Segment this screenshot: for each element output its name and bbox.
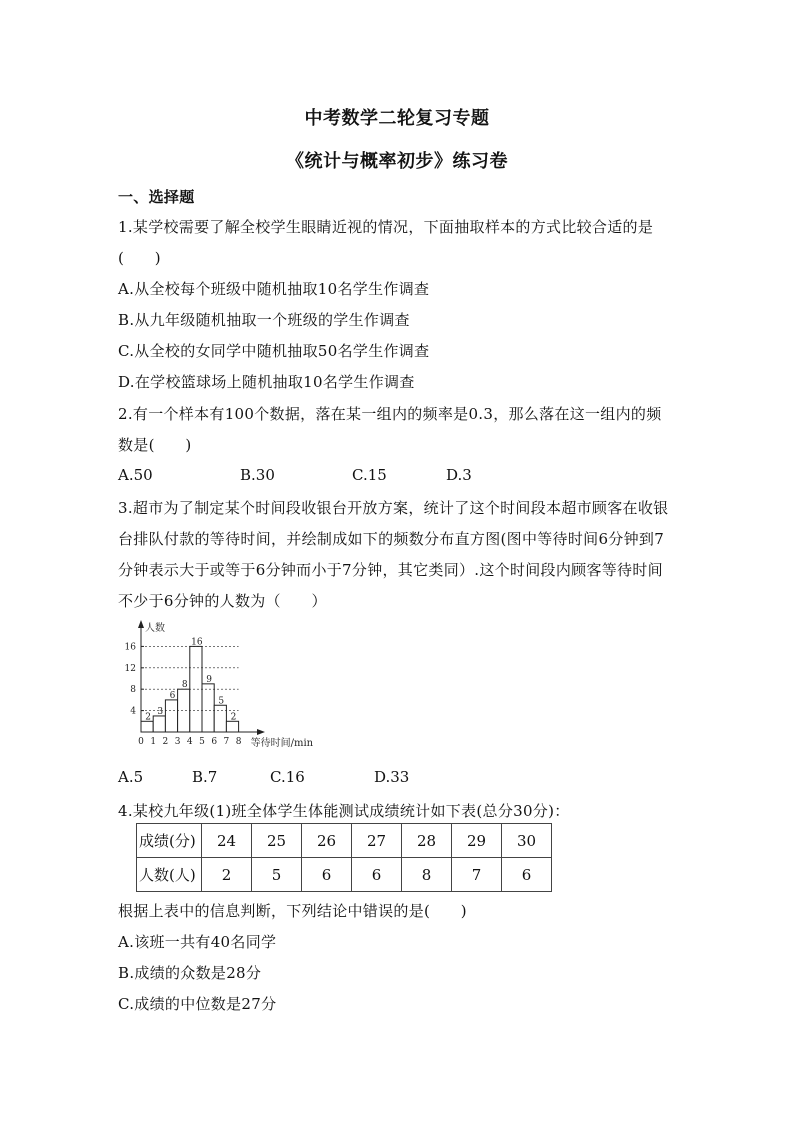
- y-tick-label: 12: [124, 663, 136, 674]
- question-4-text: 4.某校九年级(1)班全体学生体能测试成绩统计如下表(总分30分)：: [118, 802, 570, 820]
- table-header-count: 人数(人): [137, 858, 202, 892]
- question-2-bracket: 数是( ): [118, 436, 192, 454]
- table-cell: 8: [402, 858, 452, 892]
- question-2-option-a: A.50: [118, 466, 153, 484]
- question-1-option-a: A.从全校每个班级中随机抽取10名学生作调查: [118, 280, 430, 298]
- histogram-bar: [178, 689, 190, 732]
- x-tick-label: 6: [211, 737, 218, 747]
- bar-data-label: 8: [181, 680, 188, 691]
- x-tick-label: 5: [199, 737, 205, 747]
- question-2-option-c: C.15: [352, 466, 387, 484]
- histogram-bar: [153, 716, 165, 732]
- histogram-bar: [190, 646, 202, 732]
- y-axis-arrow: [138, 620, 144, 628]
- table-cell: 27: [352, 824, 402, 858]
- question-4-prompt: 根据上表中的信息判断，下列结论中错误的是( ): [118, 902, 467, 920]
- table-cell: 28: [402, 824, 452, 858]
- bar-data-label: 5: [218, 696, 225, 707]
- histogram-bar: [141, 721, 153, 732]
- table-cell: 30: [502, 824, 552, 858]
- y-tick-label: 16: [124, 642, 136, 653]
- x-tick-label: 1: [150, 737, 157, 747]
- question-3-text-4: 不少于6分钟的人数为（ ）: [118, 592, 327, 610]
- question-3-option-a: A.5: [118, 768, 144, 786]
- histogram-bar: [214, 705, 226, 732]
- x-tick-label: 8: [235, 737, 242, 747]
- bar-data-label: 2: [145, 712, 151, 723]
- table-header-score: 成绩(分): [137, 824, 202, 858]
- frequency-histogram: [118, 614, 348, 754]
- page-subtitle: 《统计与概率初步》练习卷: [286, 151, 508, 172]
- question-3-option-c: C.16: [270, 768, 305, 786]
- table-cell: 6: [502, 858, 552, 892]
- question-3-text-1: 3.超市为了制定某个时间段收银台开放方案，统计了这个时间段本超市顾客在收银: [118, 499, 669, 517]
- bar-data-label: 16: [191, 637, 203, 648]
- bar-data-label: 6: [169, 690, 176, 701]
- histogram-bar: [226, 721, 238, 732]
- question-4-option-c: C.成绩的中位数是27分: [118, 995, 277, 1013]
- x-tick-label: 3: [174, 737, 181, 747]
- y-tick-label: 8: [130, 685, 136, 696]
- section-heading: 一、选择题: [118, 188, 195, 206]
- table-row: [137, 824, 552, 858]
- histogram-bar: [165, 700, 177, 732]
- table-cell: 6: [302, 858, 352, 892]
- question-1-text: 1.某学校需要了解全校学生眼睛近视的情况，下面抽取样本的方式比较合适的是: [118, 218, 654, 236]
- bar-data-label: 2: [230, 712, 237, 723]
- table-cell: 5: [252, 858, 302, 892]
- table-cell: 7: [452, 858, 502, 892]
- question-2-option-b: B.30: [240, 466, 275, 484]
- page-title: 中考数学二轮复习专题: [304, 108, 490, 129]
- table-cell: 24: [202, 824, 252, 858]
- x-tick-label: 0: [138, 737, 144, 747]
- bar-data-label: 3: [157, 706, 164, 717]
- table-cell: 6: [352, 858, 402, 892]
- y-tick-label: 4: [130, 706, 136, 717]
- question-4-option-b: B.成绩的众数是28分: [118, 964, 262, 982]
- question-3-text-3: 分钟表示大于或等于6分钟而小于7分钟，其它类同）.这个时间段内顾客等待时间: [118, 561, 663, 579]
- question-1-option-d: D.在学校篮球场上随机抽取10名学生作调查: [118, 373, 415, 391]
- x-axis-arrow: [257, 729, 265, 735]
- score-table: [136, 823, 552, 892]
- table-cell: 2: [202, 858, 252, 892]
- question-1-option-c: C.从全校的女同学中随机抽取50名学生作调查: [118, 342, 430, 360]
- x-tick-label: 7: [223, 737, 230, 747]
- question-3-text-2: 台排队付款的等待时间，并绘制成如下的频数分布直方图(图中等待时间6分钟到7: [118, 530, 665, 548]
- question-3-option-b: B.7: [192, 768, 218, 786]
- question-1-option-b: B.从九年级随机抽取一个班级的学生作调查: [118, 311, 410, 329]
- x-axis-label: 等待时间/min: [250, 738, 314, 749]
- histogram-bar: [202, 684, 214, 732]
- table-cell: 26: [302, 824, 352, 858]
- x-tick-label: 2: [162, 737, 169, 747]
- question-4-option-a: A.该班一共有40名同学: [118, 933, 277, 951]
- question-2-text: 2.有一个样本有100个数据，落在某一组内的频率是0.3，那么落在这一组内的频: [118, 405, 662, 423]
- question-3-option-d: D.33: [374, 768, 410, 786]
- table-row: [137, 858, 552, 892]
- x-tick-label: 4: [186, 737, 193, 747]
- question-1-bracket: ( ): [118, 249, 161, 267]
- y-axis-label: 人数: [145, 623, 165, 634]
- table-cell: 29: [452, 824, 502, 858]
- table-cell: 25: [252, 824, 302, 858]
- bar-data-label: 9: [206, 674, 212, 685]
- question-2-option-d: D.3: [446, 466, 472, 484]
